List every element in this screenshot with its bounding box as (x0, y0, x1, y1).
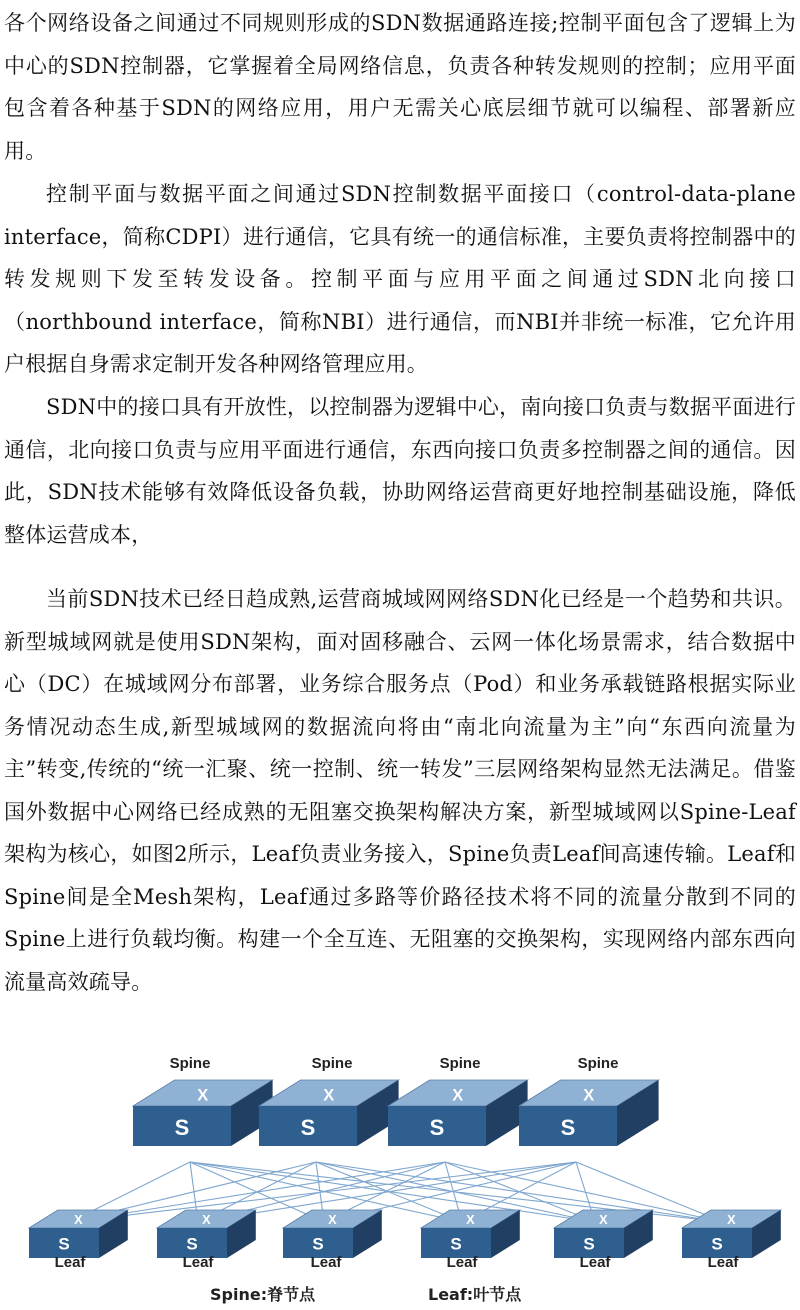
leaf-label: Leaf (310, 1254, 342, 1271)
spine-switch (519, 1080, 659, 1146)
spine-switch (259, 1080, 399, 1146)
spine-label: Spine (169, 1055, 211, 1072)
switch-front-glyph: S (450, 1234, 462, 1254)
legend-leaf: Leaf:叶节点 (428, 1285, 522, 1304)
switch-top-glyph: X (202, 1212, 211, 1228)
spine-leaf-figure (0, 1040, 800, 1310)
leaf-label: Leaf (707, 1254, 739, 1271)
switch-top-glyph: X (466, 1212, 475, 1228)
paragraph-3: SDN中的接口具有开放性，以控制器为逻辑中心，南向接口负责与数据平面进行通信，北向接口负责与应用平面进行通信，东西向接口负责多控制器之间的通信。因此，SDN技术能够有效降低设备负载，协助网络运营商更好地控制基础设施，降低整体运营成本， (4, 395, 796, 547)
paragraph-1: 各个网络设备之间通过不同规则形成的SDN数据通路连接;控制平面包含了逻辑上为中心的SDN控制器，它掌握着全局网络信息，负责各种转发规则的控制；应用平面包含着各种基于SDN的网络应用，用户无需关心底层细节就可以编程、部署新应用。 (4, 11, 796, 163)
leaf-switch (29, 1210, 128, 1258)
switch-front-glyph: S (312, 1234, 324, 1254)
leaf-label: Leaf (446, 1254, 478, 1271)
paragraph-4: 当前SDN技术已经日趋成熟,运营商城域网网络SDN化已经是一个趋势和共识。新型城域网就是使用SDN架构，面对固移融合、云网一体化场景需求，结合数据中心（DC）在城域网分布部署，业务综合服务点（Pod）和业务承载链路根据实际业务情况动态生成,新型城域网的数据流向将由“南北向流量为主”向“东西向流量为主”转变,传统的“统一汇聚、统一控制、统一转发”三层网络架构显然无法满足。借鉴国外数据中心网络已经成熟的无阻塞交换架构解决方案，新型城域网以Spine-Leaf架构为核心，如图2所示，Leaf负责业务接入，Spine负责Leaf间高速传输。Leaf和Spine间是全Mesh架构，Leaf通过多路等价路径技术将不同的流量分散到不同的Spine上进行负载均衡。构建一个全互连、无阻塞的交换架构，实现网络内部东西向流量高效疏导。 (4, 587, 796, 994)
switch-front-glyph: S (300, 1114, 316, 1140)
switch-top-glyph: X (74, 1212, 83, 1228)
paragraph-2: 控制平面与数据平面之间通过SDN控制数据平面接口（control-data-plane interface，简称CDPI）进行通信，它具有统一的通信标准，主要负责将控制器中的转发规则下发至转发设备。控制平面与应用平面之间通过SDN北向接口（northbound interface，简称NBI）进行通信，而NBI并非统一标准，它允许用户根据自身需求定制开发各种网络管理应用。 (4, 182, 796, 376)
switch-front-glyph: S (711, 1234, 723, 1254)
switch-front-glyph: S (560, 1114, 576, 1140)
spine-switch (388, 1080, 528, 1146)
spine-label: Spine (439, 1055, 481, 1072)
spine-leaf-diagram (0, 1040, 800, 1280)
leaf-switch (283, 1210, 382, 1258)
switch-top-glyph: X (583, 1086, 595, 1105)
switch-top-glyph: X (727, 1212, 736, 1228)
spine-label: Spine (577, 1055, 619, 1072)
switch-top-glyph: X (197, 1086, 209, 1105)
switch-front-glyph: S (583, 1234, 595, 1254)
spine-label: Spine (311, 1055, 353, 1072)
switch-front-glyph: S (186, 1234, 198, 1254)
switch-top-glyph: X (599, 1212, 608, 1228)
switch-top-glyph: X (323, 1086, 335, 1105)
leaf-label: Leaf (182, 1254, 214, 1271)
legend-spine: Spine:脊节点 (210, 1285, 316, 1304)
leaf-switch (682, 1210, 781, 1258)
switch-top-glyph: X (452, 1086, 464, 1105)
leaf-switch (554, 1210, 653, 1258)
leaf-label: Leaf (579, 1254, 611, 1271)
leaf-switch (421, 1210, 520, 1258)
switch-front-glyph: S (429, 1114, 445, 1140)
switch-front-glyph: S (58, 1234, 70, 1254)
leaf-switch (157, 1210, 256, 1258)
spine-switch (133, 1080, 273, 1146)
leaf-label: Leaf (54, 1254, 86, 1271)
switch-top-glyph: X (328, 1212, 337, 1228)
switch-front-glyph: S (174, 1114, 190, 1140)
